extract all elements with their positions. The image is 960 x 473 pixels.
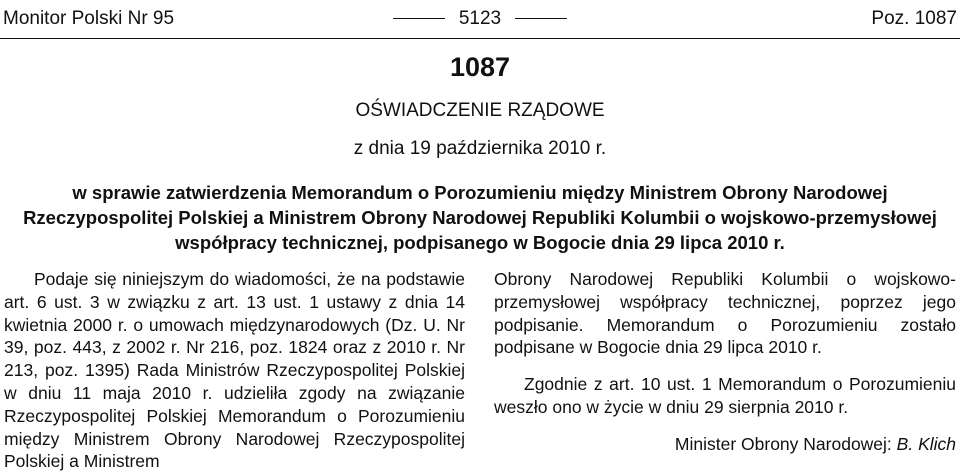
page-header — [0, 0, 960, 40]
title-line: w sprawie zatwierdzenia Memorandum o Porozumieniu między Ministrem Obrony Narodowej — [72, 182, 888, 203]
document-title — [0, 180, 960, 255]
header-rule — [0, 38, 960, 39]
dash-left — [393, 18, 445, 19]
publication-name: Monitor Polski Nr 95 — [3, 8, 175, 29]
document-number: 1087 — [449, 52, 511, 82]
left-paragraph: Podaje się niniejszym do wiadomości, że na podstawie art. 6 ust. 3 w związku z art. 13 ust. 1 ustawy z dnia 14 kwietnia 2000 r. o umowach międzynarodowych (Dz. U. Nr 39, poz. 443, z 2002 r. Nr 216, poz. 1824 oraz z 2010 r. Nr 213, poz. 1395) Rada Ministrów Rzeczypospolitej Polskiej w dniu 11 maja 2010 r. udzieliła zgody na związanie Rzeczypospolitej Polskiej Memorandum o Porozumieniu między Ministrem Obrony Narodowej Rzeczypospolitej Polskiej a Ministrem — [4, 269, 465, 472]
signature — [494, 433, 956, 456]
page-number-block — [0, 8, 960, 30]
signature-prefix: Minister Obrony Narodowej: — [674, 433, 892, 454]
page-number: 5123 — [458, 8, 502, 29]
position-number: Poz. 1087 — [871, 8, 957, 29]
title-line: współpracy technicznej, podpisanego w Bogocie dnia 29 lipca 2010 r. — [175, 232, 785, 253]
document-date: z dnia 19 października 2010 r. — [353, 138, 607, 159]
document-type: OŚWIADCZENIE RZĄDOWE — [355, 100, 605, 121]
title-line: Rzeczypospolitej Polskiej a Ministrem Obrony Narodowej Republiki Kolumbii o wojskowo-przemysłowej — [23, 207, 937, 228]
dash-right — [515, 18, 567, 19]
right-paragraph-2: Zgodnie z art. 10 ust. 1 Memorandum o Porozumieniu weszło ono w życie w dniu 29 sierpnia 2010 r. — [494, 374, 956, 417]
right-paragraph-1: Obrony Narodowej Republiki Kolumbii o wojskowo-przemysłowej współpracy technicznej, poprzez jego podpisanie. Memorandum o Porozumieniu zostało podpisane w Bogocie dnia 29 lipca 2010 r. — [494, 269, 956, 358]
signature-name: B. Klich — [896, 433, 956, 454]
right-column — [494, 268, 956, 456]
left-column — [4, 268, 465, 473]
